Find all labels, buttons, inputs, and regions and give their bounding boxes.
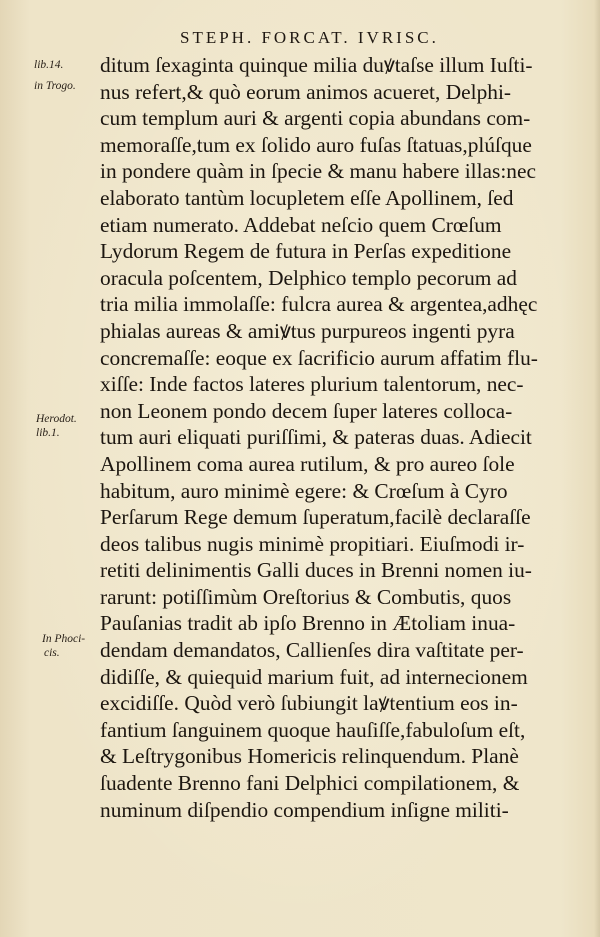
text-line: etiam numerato. Addebat neſcio quem Crœſum — [100, 212, 502, 237]
body-text — [100, 52, 575, 823]
text-line: numinum diſpendio compendium inſigne militi- — [100, 797, 509, 822]
text-line: excidiſſe. Quòd verò ſubiungit laꝟtentium eos in- — [100, 691, 518, 716]
text-line: tria milia immolaſſe: fulcra aurea & argentea,adhęc — [100, 292, 538, 317]
marginal-note: Herodot. — [36, 413, 77, 425]
text-line: cum templum auri & argenti copia abundans com- — [100, 106, 531, 131]
text-line: xiſſe: Inde factos lateres plurium talentorum, nec- — [100, 372, 524, 397]
text-line: memoraſſe,tum ex ſolido auro fuſas ſtatuas,plúſque — [100, 132, 532, 157]
text-line: dendam demandatos, Callienſes dira vaſtitate per- — [100, 638, 524, 663]
text-line: rarunt: potiſſimùm Oreſtorius & Combutis, quos — [100, 584, 512, 609]
marginal-note: In Phoci- — [42, 633, 86, 645]
marginal-note: lib.1. — [36, 427, 60, 439]
text-line: elaborato tantùm locupletem eſſe Apollinem, ſed — [100, 185, 514, 210]
text-line: in pondere quàm in ſpecie & manu habere illas:nec — [100, 159, 536, 184]
text-line: ſuadente Brenno fani Delphici compilationem, & — [100, 771, 520, 796]
text-line: phialas aureas & amiꝟtus purpureos ingenti pyra — [100, 318, 515, 343]
text-line: Pauſanias tradit ab ipſo Brenno in Ætoliam inua- — [100, 611, 516, 636]
text-line: retiti delinimentis Galli duces in Brenni nomen iu- — [100, 558, 532, 583]
text-line: oracula poſcentem, Delphico templo pecorum ad — [100, 265, 517, 290]
text-line: Perſarum Rege demum ſuperatum,facilè declaraſſe — [100, 505, 531, 530]
marginal-note: lib.14. — [34, 59, 64, 71]
text-line: ditum ſexaginta quinque milia duꝟtaſse illum Iuſti- — [100, 53, 533, 77]
running-head: STEPH. FORCAT. IVRISC. — [180, 28, 439, 47]
text-line: non Leonem pondo decem ſuper lateres colloca- — [100, 398, 513, 423]
marginal-note: in Trogo. — [34, 80, 76, 92]
text-line: habitum, auro minimè egere: & Crœſum à Cyro — [100, 478, 508, 503]
text-line: nus refert,& quò eorum animos acueret, Delphi- — [100, 79, 512, 104]
text-line: concremaſſe: eoque ex ſacrificio aurum affatim flu- — [100, 345, 538, 370]
text-line: fantium ſanguinem quoque hauſiſſe,fabuloſum eſt, — [100, 717, 526, 742]
text-line: & Leſtrygonibus Homericis relinquendum. Planè — [100, 744, 519, 769]
text-line: tum auri eliquati puriſſimi, & pateras duas. Adiecit — [100, 425, 532, 450]
text-line: didiſſe, & quiequid marium fuit, ad internecionem — [100, 664, 528, 689]
marginal-note: cis. — [44, 647, 60, 659]
text-line: Lydorum Regem de futura in Perſas expeditione — [100, 239, 512, 264]
page-edge-shadow — [594, 0, 600, 937]
text-line: deos talibus nugis minimè propitiari. Eiuſmodi ir- — [100, 531, 525, 556]
text-line: Apollinem coma aurea rutilum, & pro aureo ſole — [100, 451, 515, 476]
